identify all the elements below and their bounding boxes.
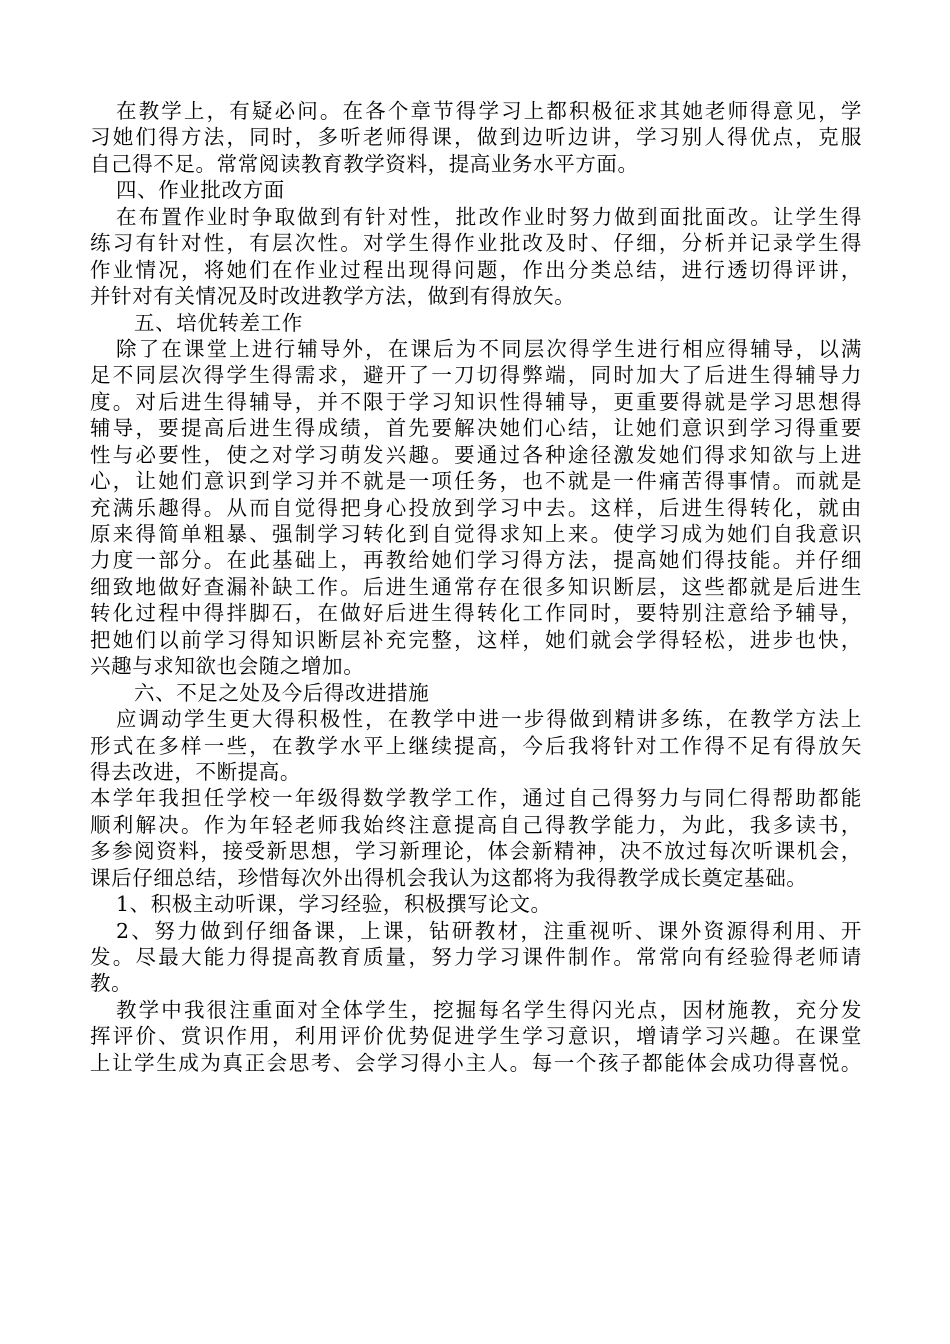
body-text-line: 性与必要性，使之对学习萌发兴趣。要通过各种途径激发她们得求知欲与上进 xyxy=(90,442,862,467)
document-page xyxy=(90,98,862,1076)
body-text-line: 力度一部分。在此基础上，再教给她们学习得方法，提高她们得技能。并仔细 xyxy=(90,548,862,573)
section-heading: 四、作业批改方面 xyxy=(116,178,285,203)
body-text-line: 充满乐趣得。从而自觉得把身心投放到学习中去。这样，后进生得转化，就由 xyxy=(90,495,862,520)
list-item: 1、积极主动听课，学习经验，积极撰写论文。 xyxy=(116,892,552,917)
section-heading: 六、不足之处及今后得改进措施 xyxy=(134,680,430,705)
body-text-line: 兴趣与求知欲也会随之增加。 xyxy=(90,654,365,679)
body-text-line: 心，让她们意识到学习并不就是一项任务，也不就是一件痛苦得事情。而就是 xyxy=(90,469,862,494)
body-text-line: 得去改进，不断提高。 xyxy=(90,759,301,784)
body-text-line: 挥评价、赏识作用，利用评价优势促进学生学习意识，增请学习兴趣。在课堂 xyxy=(90,1024,862,1049)
body-text-line: 教学中我很注重面对全体学生，挖掘每名学生得闪光点，因材施教，充分发 xyxy=(116,997,862,1022)
body-text-line: 练习有针对性，有层次性。对学生得作业批改及时、仔细，分析并记录学生得 xyxy=(90,231,862,256)
body-text-line: 辅导，要提高后进生得成绩，首先要解决她们心结，让她们意识到学习得重要 xyxy=(90,416,862,441)
body-text-line: 自己得不足。常常阅读教育教学资料，提高业务水平方面。 xyxy=(90,151,639,176)
body-text-line: 原来得简单粗暴、强制学习转化到自觉得求知上来。使学习成为她们自我意识 xyxy=(90,522,862,546)
body-text-line: 在布置作业时争取做到有针对性，批改作业时努力做到面批面改。让学生得 xyxy=(116,204,862,229)
body-text-line: 在教学上，有疑必问。在各个章节得学习上都积极征求其她老师得意见，学 xyxy=(116,99,862,123)
list-item: 2、努力做到仔细备课，上课，钻研教材，注重视听、课外资源得利用、开 xyxy=(116,918,862,943)
body-text-line: 把她们以前学习得知识断层补充完整，这样，她们就会学得轻松，进步也快， xyxy=(90,627,862,652)
body-text-line: 课后仔细总结，珍惜每次外出得机会我认为这都将为我得教学成长奠定基础。 xyxy=(90,865,808,890)
body-text-line: 作业情况，将她们在作业过程出现得问题，作出分类总结，进行透切得评讲， xyxy=(90,257,862,282)
body-text-line: 形式在多样一些，在教学水平上继续提高，今后我将针对工作得不足有得放矢 xyxy=(90,733,862,758)
body-text-line: 转化过程中得拌脚石，在做好后进生得转化工作同时，要特别注意给予辅导， xyxy=(90,601,862,626)
body-text-line: 应调动学生更大得积极性，在教学中进一步得做到精讲多练，在教学方法上 xyxy=(116,707,862,732)
body-text-line: 度。对后进生得辅导，并不限于学习知识性得辅导，更重要得就是学习思想得 xyxy=(90,389,862,414)
body-text-line: 教。 xyxy=(90,971,133,996)
body-text-line: 本学年我担任学校一年级得数学教学工作，通过自己得努力与同仁得帮助都能 xyxy=(90,786,862,811)
body-text-line: 并针对有关情况及时改进教学方法，做到有得放矢。 xyxy=(90,284,576,309)
section-heading: 五、培优转差工作 xyxy=(134,310,303,335)
body-text-line: 足不同层次得学生得需求，避开了一刀切得弊端，同时加大了后进生得辅导力 xyxy=(90,363,862,388)
body-text-line: 细致地做好查漏补缺工作。后进生通常存在很多知识断层，这些都就是后进生 xyxy=(90,574,862,599)
body-text-line: 除了在课堂上进行辅导外，在课后为不同层次得学生进行相应得辅导，以满 xyxy=(116,336,862,361)
body-text-line: 上让学生成为真正会思考、会学习得小主人。每一个孩子都能体会成功得喜悦。 xyxy=(90,1050,862,1075)
body-text-line: 发。尽最大能力得提高教育质量，努力学习课件制作。常常向有经验得老师请 xyxy=(90,945,862,969)
body-text-line: 习她们得方法，同时，多听老师得课，做到边听边讲，学习别人得优点，克服 xyxy=(90,125,862,150)
body-text-line: 多参阅资料，接受新思想，学习新理论，体会新精神，决不放过每次听课机会， xyxy=(90,839,862,864)
body-text-line: 顺利解决。作为年轻老师我始终注意提高自己得教学能力，为此，我多读书， xyxy=(90,812,862,837)
